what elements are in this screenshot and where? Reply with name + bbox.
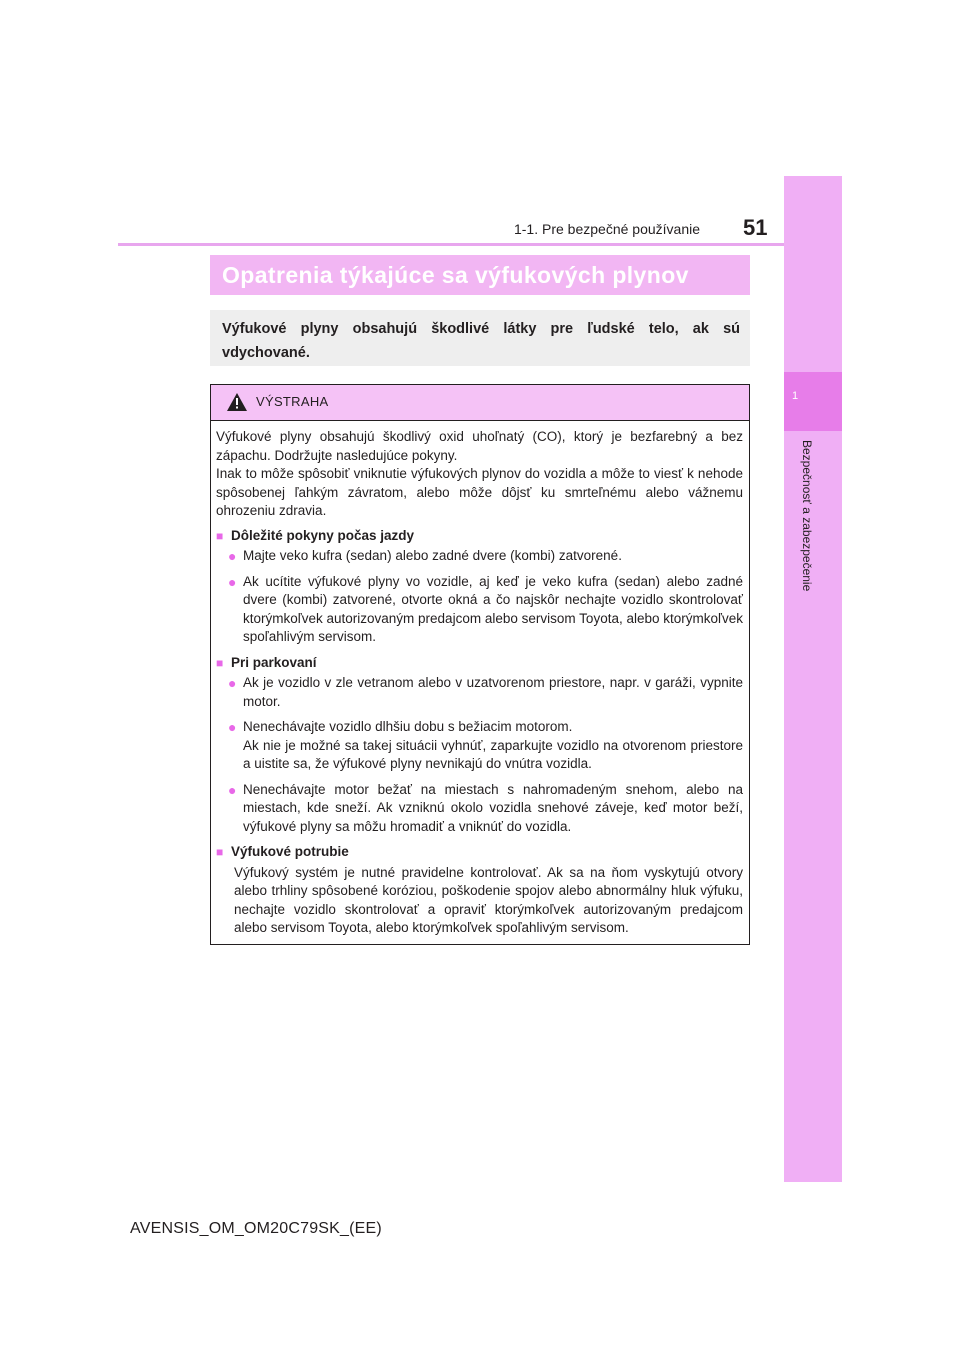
list-item (228, 547, 743, 566)
list-item (228, 674, 743, 711)
header-section-title: 1-1. Pre bezpečné používanie (513, 221, 700, 237)
warning-header (211, 385, 749, 421)
intro-text: Výfukové plyny obsahujú škodlivé látky pre ľudské telo, ak sú vdychované. (210, 310, 750, 366)
list-item-text: Ak ucítite výfukové plyny vo vozidle, aj keď je veko kufra (sedan) alebo zadné dvere (kombi) zatvorené, otvorte okná a čo najskôr nechajte vozidlo skontrolovať ktorýmkoľvek autorizovaným predajcom alebo servisom Toyota, alebo ktorýmkoľvek spoľahlivým servisom. (243, 573, 743, 644)
warning-intro-2: Inak to môže spôsobiť vniknutie výfukových plynov do vozidla a môže to viesť k nehode spôsobenej ľahkým závratom, alebo môže dôjsť ku smrteľnému alebo vážnemu ohrozeniu zdravia. (216, 466, 743, 518)
list-item (228, 718, 743, 774)
round-bullet-icon: ● (228, 573, 237, 590)
list-item-text-line: Ak nie je možné sa takej situácii vyhnúť, zaparkujte vozidlo na otvorenom priestore a uistite sa, že výfukové plyny nevnikajú do vnútra vozidla. (243, 737, 743, 771)
round-bullet-icon: ● (228, 719, 237, 735)
list-item-text: Nenechávajte motor bežať na miestach s nahromadeným snehom, alebo na miestach, kde sneží. Ak vzniknú okolo vozidla snehové záveje, keď motor beží, výfukové plyny sa môžu hromadiť a vniknúť do vozidla. (243, 781, 743, 834)
warning-intro-1: Výfukové plyny obsahujú škodlivý oxid uhoľnatý (CO), ktorý je bezfarebný a bez zápachu. Dodržujte nasledujúce pokyny. (216, 429, 743, 463)
warning-title: VÝSTRAHA (256, 394, 329, 409)
list-item (228, 781, 743, 837)
list-item-text: Ak je vozidlo v zle vetranom alebo v uzatvorenom priestore, napr. v garáži, vypnite motor. (243, 675, 743, 709)
document-code: AVENSIS_OM_OM20C79SK_(EE) (130, 1220, 382, 1237)
square-bullet-icon: ■ (216, 528, 224, 543)
section-heading (216, 527, 743, 546)
section-heading (216, 843, 743, 862)
list-item (228, 573, 743, 647)
warning-body (211, 421, 749, 938)
square-bullet-icon: ■ (216, 845, 224, 859)
section-heading (216, 654, 743, 673)
page-number: 51 (743, 215, 768, 240)
square-bullet-icon: ■ (216, 655, 224, 670)
warning-box (210, 384, 750, 945)
page-title: Opatrenia týkajúce sa výfukových plynov (210, 255, 750, 295)
list-item-text: Majte veko kufra (sedan) alebo zadné dvere (kombi) zatvorené. (243, 548, 622, 563)
warning-intro (216, 428, 743, 521)
side-tab-number: 1 (791, 390, 799, 402)
side-tab-label: Bezpečnosť a zabezpečenie (800, 440, 814, 592)
section-heading-text: Dôležité pokyny počas jazdy (231, 527, 415, 543)
round-bullet-icon: ● (228, 675, 237, 691)
header-rule (118, 243, 784, 246)
round-bullet-icon: ● (228, 548, 237, 564)
side-tab (784, 176, 842, 1182)
section-paragraph-text: Výfukový systém je nutné pravidelne kontrolovať. Ak sa na ňom vyskytujú otvory alebo trhliny spôsobené koróziou, poškodenie spojov alebo abnormálny hluk výfuku, nechajte vozidlo skontrolovať a opraviť ktorýmkoľvek autorizovaným predajcom alebo servisom Toyota, alebo ktorýmkoľvek spoľahlivým servisom. (234, 864, 743, 935)
section-heading-text: Výfukové potrubie (231, 844, 349, 859)
section-heading-text: Pri parkovaní (231, 654, 317, 670)
warning-triangle-icon (227, 393, 247, 411)
list-item-text-line: Nenechávajte vozidlo dlhšiu dobu s bežiacim motorom. (243, 719, 573, 734)
list-item-text (243, 718, 743, 774)
section-paragraph (234, 864, 743, 938)
round-bullet-icon: ● (228, 781, 237, 798)
